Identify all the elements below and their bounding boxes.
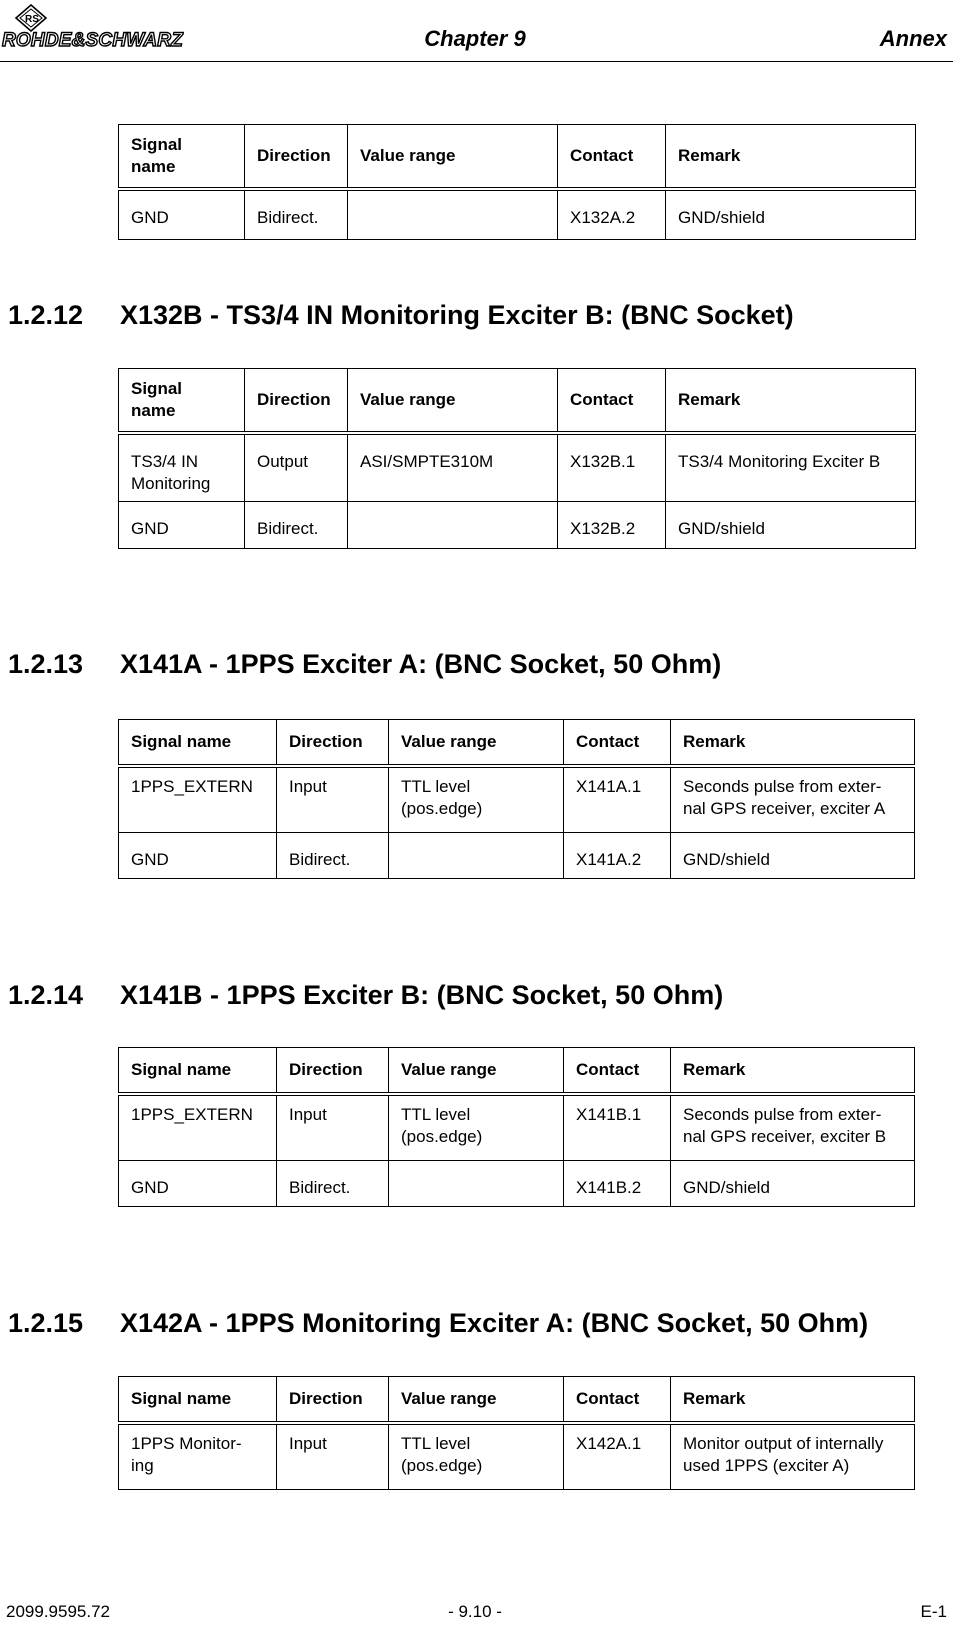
cell-value-range: TTL level (pos.edge) xyxy=(389,766,564,832)
cell-remark: GND/shield xyxy=(671,1160,915,1206)
cell-direction: Input xyxy=(277,766,389,832)
cell-contact: X141A.2 xyxy=(564,832,671,878)
table-header-row xyxy=(119,1048,915,1095)
col-contact: Contact xyxy=(558,125,666,190)
page-number: - 9.10 - xyxy=(448,1602,502,1621)
section-number: 1.2.12 xyxy=(8,300,84,330)
section-title-text: X132B - TS3/4 IN Monitoring Exciter B: (BNC Socket) xyxy=(120,300,794,330)
col-value-range: Value range xyxy=(389,1048,564,1095)
cell-contact: X132A.2 xyxy=(558,189,666,239)
cell-direction: Bidirect. xyxy=(277,1160,389,1206)
table-row xyxy=(119,433,916,501)
section-title-text: X141A - 1PPS Exciter A: (BNC Socket, 50 Ohm) xyxy=(120,649,722,679)
col-signal-name: Signal name xyxy=(119,125,245,190)
table-row xyxy=(119,1160,915,1206)
section-number: 1.2.14 xyxy=(8,980,84,1010)
col-remark: Remark xyxy=(666,369,916,434)
col-value-range: Value range xyxy=(348,125,558,190)
signal-table-x141a xyxy=(118,719,915,879)
table-row xyxy=(119,832,915,878)
section-heading-1-2-15 xyxy=(8,1308,868,1339)
section-title: Annex xyxy=(879,26,947,51)
col-contact: Contact xyxy=(558,369,666,434)
section-heading-1-2-12 xyxy=(8,300,794,331)
cell-contact: X132B.1 xyxy=(558,433,666,501)
cell-value-range: TTL level (pos.edge) xyxy=(389,1094,564,1160)
cell-contact: X142A.1 xyxy=(564,1423,671,1489)
section-number: 1.2.13 xyxy=(8,649,84,679)
cell-value-range xyxy=(389,832,564,878)
cell-contact: X141A.1 xyxy=(564,766,671,832)
cell-direction: Input xyxy=(277,1423,389,1489)
col-remark: Remark xyxy=(671,1048,915,1095)
section-number: 1.2.15 xyxy=(8,1308,84,1338)
page-header xyxy=(0,0,953,62)
cell-remark: TS3/4 Monitoring Exciter B xyxy=(666,433,916,501)
rohde-schwarz-logo xyxy=(2,4,227,52)
col-remark: Remark xyxy=(666,125,916,190)
col-contact: Contact xyxy=(564,720,671,767)
col-direction: Direction xyxy=(245,125,348,190)
col-contact: Contact xyxy=(564,1048,671,1095)
table-header-row xyxy=(119,369,916,434)
col-signal-name: Signal name xyxy=(119,720,277,767)
col-signal-name: Signal name xyxy=(119,369,245,434)
cell-contact: X132B.2 xyxy=(558,501,666,548)
document-number: 2099.9595.72 xyxy=(6,1602,110,1621)
table-row xyxy=(119,766,915,832)
header-rule xyxy=(0,61,953,62)
chapter-title: Chapter 9 xyxy=(424,26,526,51)
section-heading-1-2-13 xyxy=(8,649,721,680)
cell-signal: 1PPS Monitor-ing xyxy=(119,1423,277,1489)
col-direction: Direction xyxy=(277,1377,389,1424)
edition-label: E-1 xyxy=(920,1602,947,1621)
cell-signal: GND xyxy=(119,189,245,239)
table-row xyxy=(119,501,916,548)
cell-signal: 1PPS_EXTERN xyxy=(119,1094,277,1160)
col-direction: Direction xyxy=(277,1048,389,1095)
cell-value-range xyxy=(389,1160,564,1206)
col-signal-name: Signal name xyxy=(119,1048,277,1095)
cell-contact: X141B.1 xyxy=(564,1094,671,1160)
col-value-range: Value range xyxy=(389,1377,564,1424)
col-value-range: Value range xyxy=(389,720,564,767)
cell-remark: GND/shield xyxy=(666,501,916,548)
col-contact: Contact xyxy=(564,1377,671,1424)
col-value-range: Value range xyxy=(348,369,558,434)
table-header-row xyxy=(119,1377,915,1424)
table-row xyxy=(119,189,916,239)
cell-value-range: TTL level (pos.edge) xyxy=(389,1423,564,1489)
col-remark: Remark xyxy=(671,1377,915,1424)
cell-signal: GND xyxy=(119,501,245,548)
cell-value-range xyxy=(348,501,558,548)
cell-direction: Bidirect. xyxy=(245,501,348,548)
signal-table-x132b xyxy=(118,368,916,549)
logo-text: ROHDE&SCHWARZ xyxy=(2,30,183,51)
section-title-text: X141B - 1PPS Exciter B: (BNC Socket, 50 Ohm) xyxy=(120,980,724,1010)
signal-table-x142a xyxy=(118,1376,915,1490)
cell-remark: GND/shield xyxy=(671,832,915,878)
cell-remark: Monitor output of internally used 1PPS (exciter A) xyxy=(671,1423,915,1489)
signal-table-x141b xyxy=(118,1047,915,1207)
cell-signal: TS3/4 IN Monitoring xyxy=(119,433,245,501)
table-header-row xyxy=(119,720,915,767)
cell-direction: Bidirect. xyxy=(277,832,389,878)
cell-direction: Input xyxy=(277,1094,389,1160)
svg-text:RS: RS xyxy=(25,14,39,25)
table-header-row xyxy=(119,125,916,190)
cell-remark: Seconds pulse from exter-nal GPS receiver, exciter A xyxy=(671,766,915,832)
table-row xyxy=(119,1423,915,1489)
col-remark: Remark xyxy=(671,720,915,767)
signal-table-x132a xyxy=(118,124,916,240)
cell-signal: GND xyxy=(119,1160,277,1206)
cell-signal: 1PPS_EXTERN xyxy=(119,766,277,832)
cell-remark: GND/shield xyxy=(666,189,916,239)
cell-value-range xyxy=(348,189,558,239)
cell-remark: Seconds pulse from exter-nal GPS receiver, exciter B xyxy=(671,1094,915,1160)
cell-value-range: ASI/SMPTE310M xyxy=(348,433,558,501)
col-direction: Direction xyxy=(245,369,348,434)
cell-direction: Bidirect. xyxy=(245,189,348,239)
cell-signal: GND xyxy=(119,832,277,878)
section-title-text: X142A - 1PPS Monitoring Exciter A: (BNC Socket, 50 Ohm) xyxy=(120,1308,869,1338)
cell-contact: X141B.2 xyxy=(564,1160,671,1206)
logo-diamond-icon xyxy=(14,4,48,32)
table-row xyxy=(119,1094,915,1160)
col-direction: Direction xyxy=(277,720,389,767)
cell-direction: Output xyxy=(245,433,348,501)
section-heading-1-2-14 xyxy=(8,980,723,1011)
col-signal-name: Signal name xyxy=(119,1377,277,1424)
